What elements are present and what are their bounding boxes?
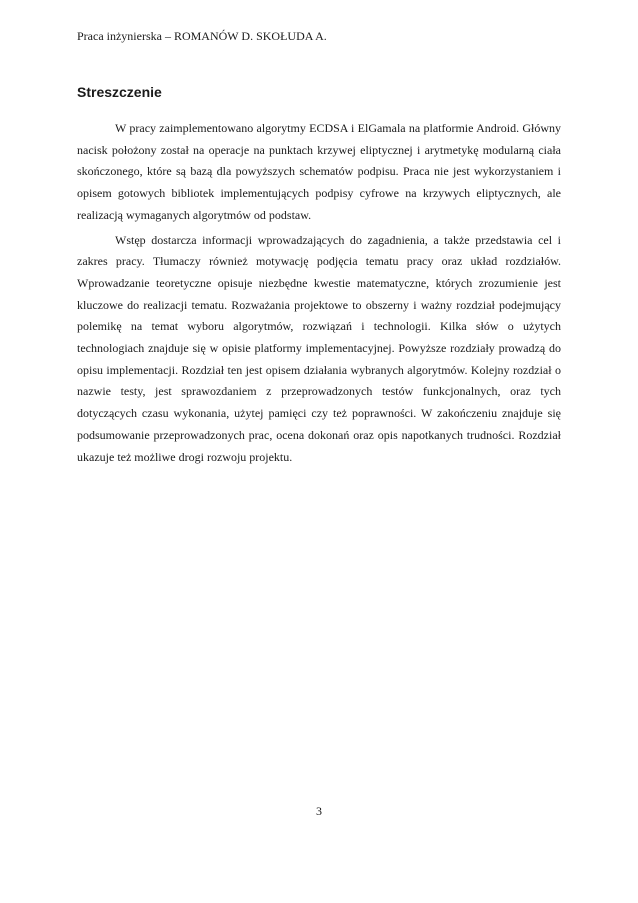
section-heading: Streszczenie <box>77 84 162 101</box>
abstract-body <box>77 118 561 471</box>
page-number: 3 <box>316 804 322 818</box>
abstract-paragraph-2: Wstęp dostarcza informacji wprowadzających do zagadnienia, a także przedstawia cel i zakres pracy. Tłumaczy również motywację podjęcia tematu pracy oraz układ rozdziałów. Wprowadzanie teoretyczne opisuje niezbędne kwestie matematyczne, których zrozumienie jest kluczowe do realizacji tematu. Rozważania projektowe to obszerny i ważny rozdział podejmujący polemikę na temat wyboru algorytmów, rozwiązań i technologii. Kilka słów o użytych technologiach znajduje się w opisie platformy implementacyjnej. Powyższe rozdziały prowadzą do opisu implementacji. Rozdział ten jest opisem działania wybranych algorytmów. Kolejny rozdział o nazwie testy, jest sprawozdaniem z przeprowadzonych testów funkcjonalnych, oraz tych dotyczących czasu wykonania, użytej pamięci czy też poprawności. W zakończeniu znajduje się podsumowanie przeprowadzonych prac, ocena dokonań oraz opis napotkanych trudności. Rozdział ukazuje też możliwe drogi rozwoju projektu. <box>77 232 561 464</box>
abstract-paragraph-1: W pracy zaimplementowano algorytmy ECDSA i ElGamala na platformie Android. Główny nacisk położony został na operacje na punktach krzywej eliptycznej i arytmetykę modularną ciała skończonego, które są bazą dla powyższych schematów podpisu. Praca nie jest wykorzystaniem i opisem gotowych bibliotek implementujących podpisy cyfrowe na krzywych eliptycznych, ale realizacją wymaganych algorytmów od podstaw. <box>77 121 561 222</box>
running-header: Praca inżynierska – ROMANÓW D. SKOŁUDA A. <box>77 29 327 43</box>
